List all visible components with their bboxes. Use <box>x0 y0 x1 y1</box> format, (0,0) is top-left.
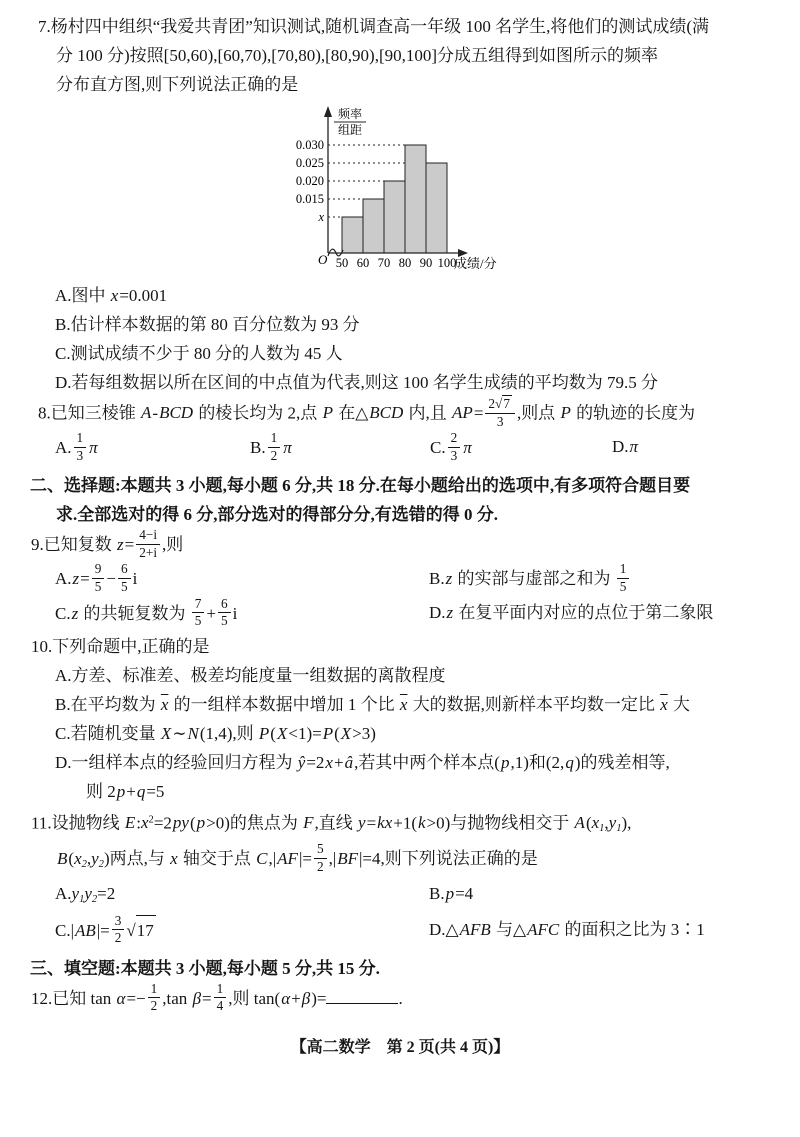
math-var: y <box>84 884 92 904</box>
fraction-numerator: 1 <box>214 981 227 999</box>
text-run: 2 <box>488 396 496 411</box>
histogram-bar <box>426 163 447 253</box>
text-run: )两点,与 <box>103 849 170 869</box>
text-run: ,| <box>328 849 337 869</box>
math-var: z <box>117 535 124 555</box>
text-run: )的残差相等, <box>574 752 670 772</box>
fraction-denominator: 2 <box>114 930 122 946</box>
text-run: - <box>152 403 159 423</box>
text-run: + <box>126 781 136 801</box>
text-run: A. <box>55 438 72 458</box>
q8-options-cell-0 <box>55 432 250 466</box>
q10-option-a <box>0 661 800 690</box>
math-var: AP <box>452 403 473 423</box>
math-var: BF <box>337 849 358 869</box>
text-run: 大的数据,则新样本平均数一定比 <box>408 694 660 714</box>
x-tick-label: 70 <box>377 256 391 270</box>
fraction-denominator: 5 <box>194 613 202 629</box>
text-run: 在△ <box>333 403 369 423</box>
fraction <box>218 596 231 630</box>
subscript: 1 <box>79 894 85 906</box>
text-run: = <box>124 535 135 555</box>
fraction-denominator: 4 <box>216 998 224 1014</box>
fraction-denominator: 3 <box>496 413 504 429</box>
q12-stem <box>0 980 800 1017</box>
fraction-denominator: 5 <box>120 579 128 595</box>
x-tick-label: 60 <box>356 256 370 270</box>
q10-option-b <box>0 690 800 719</box>
math-var: C <box>256 849 268 869</box>
fraction <box>214 981 227 1015</box>
text-run: + <box>333 752 344 772</box>
math-var: E <box>124 813 136 833</box>
text-run: ( <box>585 813 592 833</box>
fraction <box>448 430 461 464</box>
math-var: BCD <box>159 403 194 423</box>
q9-stem <box>0 529 800 563</box>
text-run: D.△ <box>429 919 459 939</box>
text-run: =4 <box>455 884 474 904</box>
text-run: A.图中 <box>55 286 110 305</box>
fraction-denominator: 3 <box>76 447 84 463</box>
text-run: ( <box>334 723 340 743</box>
q7-option-a <box>0 281 800 310</box>
text-run: 7.杨村四中组织“我爱共青团”知识测试,随机调查高一年级 100 名学生,将他们的测试成绩(满 <box>38 17 710 36</box>
text-run: 8.已知三棱锥 <box>38 403 140 423</box>
text-run: i <box>132 569 138 589</box>
text-run: =2 <box>306 752 325 772</box>
fraction <box>617 561 630 595</box>
fraction <box>74 430 87 464</box>
text-run: 的一组样本数据中增加 1 个比 <box>169 694 399 714</box>
text-run: ( <box>270 723 276 743</box>
text-run: 11.设抛物线 <box>31 813 124 833</box>
text-run: =0.001 <box>119 286 168 305</box>
math-var: y <box>608 813 617 833</box>
text-run: + <box>291 988 301 1008</box>
fraction-numerator: 6 <box>118 561 131 579</box>
text-run: i <box>232 603 238 623</box>
q7-option-b <box>0 310 800 339</box>
text-run: D.若每组数据以所在区间的中点值为代表,则这 100 名学生成绩的平均数为 79.5 分 <box>55 373 659 392</box>
math-var: z <box>71 603 79 623</box>
fraction <box>148 981 161 1015</box>
subscript: 2 <box>98 859 104 871</box>
text-run: ,tan <box>162 988 192 1008</box>
text-run: =2 <box>153 813 172 833</box>
fraction <box>314 841 327 875</box>
text-run: . <box>398 988 403 1008</box>
fraction-denominator: 5 <box>220 613 228 629</box>
text-run: <1)= <box>288 723 322 743</box>
text-run: 分 100 分)按照[50,60),[60,70),[70,80),[80,90),[90,100]分成五组得到如图所示的频率 <box>56 46 659 65</box>
text-run: >0)的焦点为 <box>206 813 303 833</box>
text-run: +1( <box>393 813 417 833</box>
text-run: , <box>86 849 92 869</box>
q7-stem-1 <box>0 12 800 41</box>
fraction-numerator: 2 <box>448 430 461 448</box>
y-tick-label: 0.015 <box>295 192 324 206</box>
radical-sign: √ <box>126 920 136 940</box>
math-var: py <box>172 813 189 833</box>
math-subscripted <box>608 813 622 835</box>
q7-stem-3 <box>0 70 800 99</box>
fraction-numerator: 7 <box>192 596 205 614</box>
text-run: D. <box>429 602 446 622</box>
fraction <box>136 527 160 561</box>
q9-options-row1-cell-0 <box>55 563 429 597</box>
text-run: 的棱长均为 2,点 <box>194 403 322 423</box>
fill-in-blank <box>326 986 398 1004</box>
q9-options-row2-cell-0 <box>55 595 429 632</box>
math-var: x <box>110 286 119 305</box>
histogram-bar <box>384 181 405 253</box>
text-run: C.| <box>55 920 74 940</box>
text-run: (1,4),则 <box>199 723 258 743</box>
math-var: P <box>560 403 571 423</box>
math-var: BCD <box>369 403 404 423</box>
text-run: B.估计样本数据的第 80 百分位数为 93 分 <box>55 315 360 334</box>
text-run: ,直线 <box>314 813 358 833</box>
q11-stem-1 <box>0 806 800 843</box>
q8-options-cell-3 <box>612 432 639 461</box>
histogram-svg <box>270 101 530 279</box>
math-var: π <box>283 438 292 458</box>
text-run: 与△ <box>491 919 527 939</box>
text-run: 12.已知 tan <box>31 988 116 1008</box>
text-run: ∼ <box>172 723 187 743</box>
q9-options-row1-cell-1 <box>429 563 631 597</box>
histogram-bar <box>405 145 426 253</box>
math-var: x <box>325 752 333 772</box>
math-var: y <box>358 813 366 833</box>
q10-option-d2 <box>0 777 800 806</box>
text-run: ), <box>621 813 632 833</box>
text-run: = <box>80 569 90 589</box>
text-run: 的实部与虚部之和为 <box>453 569 615 589</box>
q7-option-c <box>0 339 800 368</box>
q11-options-row1 <box>0 879 800 914</box>
y-tick-label: 0.025 <box>295 156 324 170</box>
square-root <box>126 915 155 945</box>
text-run: ,则 <box>162 535 184 555</box>
math-var: p <box>445 884 455 904</box>
text-run: = <box>366 813 377 833</box>
fraction-denominator: 3 <box>450 447 458 463</box>
text-run: : <box>136 813 141 833</box>
radical-sign: √ <box>495 396 503 411</box>
text-run: C.若随机变量 <box>55 723 160 743</box>
math-var: z <box>445 569 453 589</box>
q9-options-row2 <box>0 595 800 632</box>
math-var-overline: $\overline{x}$ <box>660 694 668 714</box>
fraction-numerator: 5 <box>314 841 327 859</box>
math-var-overline: $\overline{x}$ <box>160 694 169 714</box>
y-axis-arrow <box>324 106 332 117</box>
text-run: |= <box>298 849 312 869</box>
fraction <box>485 395 515 430</box>
subscript: 2 <box>91 894 98 906</box>
math-var: q <box>136 781 146 801</box>
text-run: ( <box>68 849 75 869</box>
fraction-denominator: 2+i <box>139 544 157 560</box>
x-tick-label: 80 <box>398 256 412 270</box>
math-var-overline: $\overline{x}$ <box>399 694 408 714</box>
text-run: 分布直方图,则下列说法正确的是 <box>56 75 299 94</box>
text-run: 内,且 <box>404 403 452 423</box>
math-var: x <box>141 813 149 833</box>
text-run: 的面积之比为 3∶1 <box>560 919 705 939</box>
math-var: kx <box>377 813 393 833</box>
q10-option-d1 <box>0 748 800 777</box>
sec2-header-2 <box>0 500 800 529</box>
fraction-denominator: 2 <box>316 858 324 874</box>
square-root <box>495 395 512 413</box>
fraction-denominator: 5 <box>94 579 102 595</box>
math-var: α <box>281 988 291 1008</box>
text-run: 三、填空题:本题共 3 小题,每小题 5 分,共 15 分. <box>30 958 380 978</box>
fraction-numerator: 6 <box>218 596 231 614</box>
fraction-numerator: 1 <box>268 430 281 448</box>
text-run: 二、选择题:本题共 3 小题,每小题 6 分,共 18 分.在每小题给出的选项中,有多项符合题目要 <box>30 476 691 496</box>
text-run: B. <box>429 569 445 589</box>
text-run: 轴交于点 <box>178 849 256 869</box>
text-run: >3) <box>352 723 376 743</box>
subscript: 2 <box>81 859 87 871</box>
fraction-numerator: 1 <box>617 561 630 579</box>
math-var: k <box>418 813 426 833</box>
math-var: A <box>141 403 152 423</box>
math-subscripted <box>84 884 98 906</box>
fraction <box>112 913 125 947</box>
math-var: α <box>116 988 126 1008</box>
text-run: B. <box>250 438 266 458</box>
text-run: 大 <box>668 694 690 714</box>
text-run: C. <box>430 438 446 458</box>
text-run: C. <box>55 603 71 623</box>
text-run: >0)与抛物线相交于 <box>426 813 574 833</box>
fraction-denominator: 5 <box>619 579 627 595</box>
y-axis-label-numerator: 频率 <box>337 107 363 121</box>
fraction-numerator: 1 <box>148 981 161 999</box>
text-run: |= <box>96 920 110 940</box>
text-run: A. <box>55 884 72 904</box>
subscript: 1 <box>599 823 605 835</box>
q8-options-cell-2 <box>430 432 612 466</box>
q8-options <box>0 432 800 466</box>
text-run: B. <box>429 884 445 904</box>
math-var: â <box>344 752 354 772</box>
math-var: X <box>160 723 172 743</box>
y-tick-label: x <box>318 210 324 224</box>
y-tick-label: 0.030 <box>295 138 324 152</box>
math-var: X <box>340 723 352 743</box>
math-var: z <box>72 569 80 589</box>
math-var: β <box>301 988 311 1008</box>
text-run: ,1)和(2, <box>510 752 565 772</box>
text-run: = <box>473 403 484 423</box>
histogram-bar <box>342 217 363 253</box>
text-run: B.在平均数为 <box>55 694 160 714</box>
math-var: N <box>187 723 199 743</box>
math-var: AFB <box>459 919 491 939</box>
q7-stem-2 <box>0 41 800 70</box>
text-run: + <box>206 603 216 623</box>
q10-stem <box>0 632 800 661</box>
exam-page <box>0 12 800 1017</box>
text-run: D. <box>612 437 629 457</box>
fraction-numerator: 9 <box>92 561 105 579</box>
q11-options-row2 <box>0 912 800 949</box>
math-var: π <box>463 438 472 458</box>
q7-option-d <box>0 368 800 397</box>
math-var: y <box>91 849 99 869</box>
q8-options-cell-1 <box>250 432 430 466</box>
math-var: F <box>303 813 314 833</box>
sec2-header-1 <box>0 471 800 500</box>
text-run: A. <box>55 569 72 589</box>
math-var: P <box>322 723 334 743</box>
math-superscripted <box>141 813 154 832</box>
fraction-numerator <box>485 395 515 414</box>
q10-option-c <box>0 719 800 748</box>
text-run: =5 <box>146 781 165 801</box>
fraction <box>268 430 281 464</box>
text-run: ,若其中两个样本点( <box>354 752 500 772</box>
text-run: 求.全部选对的得 6 分,部分选对的得部分分,有选错的得 0 分. <box>56 505 498 525</box>
text-run: 的轨迹的长度为 <box>571 403 696 423</box>
math-var: x <box>170 849 178 869</box>
math-var: p <box>196 813 206 833</box>
text-run: =− <box>126 988 146 1008</box>
math-var: x <box>74 849 82 869</box>
math-var: B <box>57 849 68 869</box>
origin-label: O <box>318 252 328 267</box>
q11-options-row2-cell-1 <box>429 915 705 944</box>
math-var: y <box>71 884 80 904</box>
text-run: ,则点 <box>516 403 560 423</box>
text-run: D.一组样本点的经验回归方程为 <box>55 752 297 772</box>
math-var: P <box>258 723 270 743</box>
text-run: = <box>202 988 212 1008</box>
text-run: ,| <box>268 849 277 869</box>
text-run: 的共轭复数为 <box>79 603 190 623</box>
math-var: p <box>500 752 510 772</box>
q8-stem <box>0 397 800 432</box>
text-run: 10.下列命题中,正确的是 <box>31 636 210 656</box>
q11-options-row1-cell-0 <box>55 879 429 914</box>
math-var: P <box>322 403 333 423</box>
math-subscripted <box>91 849 104 871</box>
q7-histogram <box>270 101 800 279</box>
fraction <box>118 561 131 595</box>
text-run: )= <box>311 988 327 1008</box>
radicand: 7 <box>503 396 510 411</box>
histogram-bar <box>363 199 384 253</box>
math-var: π <box>89 438 98 458</box>
fraction-numerator: 4−i <box>136 527 160 545</box>
math-subscripted <box>591 813 605 835</box>
page-footer: 【高二数学 第 2 页(共 4 页)】 <box>290 1038 510 1056</box>
math-subscripted <box>74 849 87 871</box>
superscript: 2 <box>148 814 154 826</box>
fraction <box>192 596 205 630</box>
fraction-numerator: 3 <box>112 913 125 931</box>
fraction-denominator: 2 <box>270 447 278 463</box>
x-tick-label: 100 <box>437 256 457 270</box>
math-var: A <box>574 813 585 833</box>
fraction <box>92 561 105 595</box>
text-run: |=4,则下列说法正确的是 <box>359 849 538 869</box>
text-run: 则 2 <box>86 781 116 801</box>
text-run: , <box>604 813 609 833</box>
math-subscripted <box>71 884 85 906</box>
math-var: z <box>446 602 454 622</box>
math-var: q <box>565 752 574 772</box>
math-var: β <box>192 988 202 1008</box>
text-run: ,则 tan( <box>228 988 281 1008</box>
text-run: 9.已知复数 <box>31 535 116 555</box>
math-var: π <box>629 437 639 457</box>
q11-stem-2 <box>0 843 800 879</box>
y-tick-label: 0.020 <box>295 174 324 188</box>
math-var: X <box>276 723 288 743</box>
q9-options-row2-cell-1 <box>429 598 713 627</box>
math-var: AB <box>75 920 96 940</box>
x-tick-label: 90 <box>419 256 433 270</box>
text-run: 在复平面内对应的点位于第二象限 <box>454 602 714 622</box>
fraction-denominator: 2 <box>150 998 158 1014</box>
math-var: AF <box>277 849 298 869</box>
q11-options-row2-cell-0 <box>55 912 429 949</box>
text-run: =2 <box>97 884 116 904</box>
radicand: 17 <box>136 915 156 945</box>
math-var: ŷ <box>297 752 306 772</box>
math-var: x <box>591 813 600 833</box>
x-axis-label: 成绩/分 <box>454 256 497 271</box>
text-run: − <box>106 569 116 589</box>
sec3-header <box>0 954 800 983</box>
math-var: AFC <box>527 919 560 939</box>
q11-options-row1-cell-1 <box>429 879 473 908</box>
fraction-numerator: 1 <box>74 430 87 448</box>
text-run: A.方差、标准差、极差均能度量一组数据的离散程度 <box>55 665 446 685</box>
text-run: C.测试成绩不少于 80 分的人数为 45 人 <box>55 344 343 363</box>
math-var: p <box>116 781 126 801</box>
x-tick-label: 50 <box>335 256 349 270</box>
subscript: 1 <box>616 823 622 835</box>
y-axis-label-denominator: 组距 <box>337 123 363 137</box>
text-run: ( <box>189 813 196 833</box>
q9-options-row1 <box>0 563 800 597</box>
